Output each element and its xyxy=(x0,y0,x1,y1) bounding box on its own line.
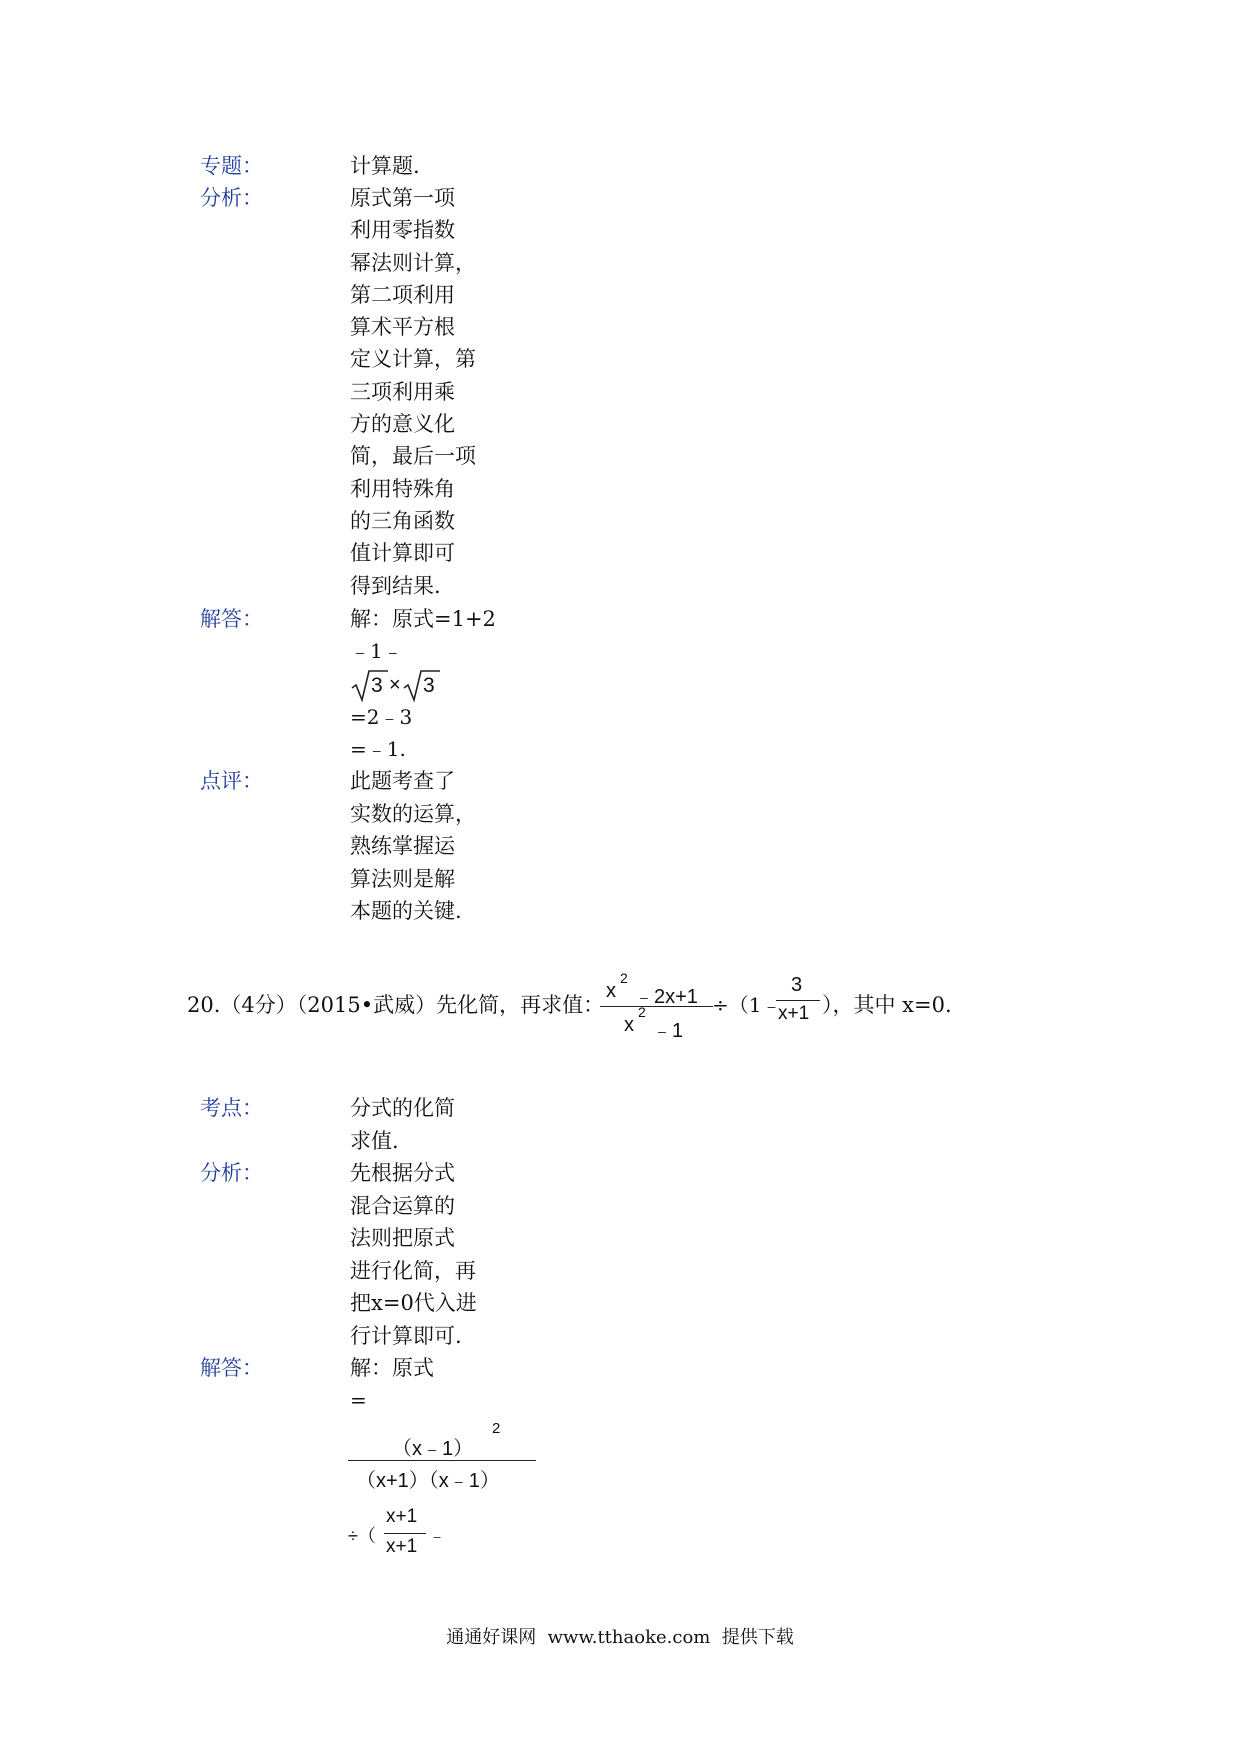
text-line: 行计算即可. xyxy=(350,1323,462,1348)
denominator: （x+1）（x﹣1） xyxy=(356,1470,500,1492)
denominator-exponent: 2 xyxy=(638,1004,646,1020)
comment-label: 点评： xyxy=(200,769,263,793)
text-line: 原式第一项 xyxy=(350,186,455,210)
numerator-rest: ﹣2x+1 xyxy=(634,986,698,1008)
answer-row xyxy=(0,603,1240,635)
analysis-row xyxy=(0,182,1240,214)
question-20-suffix: ），其中 x=0. xyxy=(822,993,952,1017)
text-line: 实数的运算， xyxy=(350,801,476,826)
numerator-x: x xyxy=(606,980,616,1002)
numerator-exponent: 2 xyxy=(620,970,628,986)
text-line: 得到结果. xyxy=(350,573,441,598)
text-line: 定义计算，第 xyxy=(350,347,476,372)
answer-label: 解答： xyxy=(200,1356,263,1380)
small-numerator: x+1 xyxy=(386,1506,418,1527)
small-denominator: x+1 xyxy=(386,1536,418,1557)
division-open: ÷（1﹣ xyxy=(712,993,782,1017)
point-label: 考点： xyxy=(200,1096,263,1120)
fraction-bar xyxy=(384,1533,426,1534)
text-line: 三项利用乘 xyxy=(350,379,455,404)
answer-row xyxy=(0,1352,1240,1384)
answer-division xyxy=(348,1506,468,1568)
times-sign: × xyxy=(389,674,401,696)
analysis-text xyxy=(350,1157,477,1352)
sqrt-product xyxy=(350,668,450,704)
text-line: 值计算即可 xyxy=(350,541,455,566)
fraction-bar xyxy=(776,1000,820,1001)
answer-label: 解答： xyxy=(200,607,263,631)
text-line: 混合运算的 xyxy=(350,1193,455,1218)
analysis-label: 分析： xyxy=(200,1161,263,1185)
text-line: 算术平方根 xyxy=(350,315,455,340)
radicand: 3 xyxy=(423,674,435,697)
radicand: 3 xyxy=(371,674,383,697)
text-line: 的三角函数 xyxy=(350,508,455,533)
text-line: 第二项利用 xyxy=(350,282,455,307)
text-line: 先根据分式 xyxy=(350,1161,455,1185)
text-line: 求值. xyxy=(350,1128,399,1153)
numerator: 3 xyxy=(791,974,803,996)
denominator: x+1 xyxy=(778,1003,810,1024)
text-line: 进行化简，再 xyxy=(350,1258,476,1283)
text-line: 利用零指数 xyxy=(350,218,455,243)
division-open: ÷（ xyxy=(348,1526,376,1546)
analysis-label: 分析： xyxy=(200,186,263,210)
text-line: 算法则是解 xyxy=(350,866,455,891)
text-line: 简，最后一项 xyxy=(350,444,476,469)
point-row xyxy=(0,1092,1240,1124)
fraction-bar xyxy=(600,1006,713,1007)
text-line: 本题的关键. xyxy=(350,899,462,923)
numerator-exponent: 2 xyxy=(492,1420,501,1437)
question-20-prefix: 20.（4分）（2015•武威）先化简，再求值： xyxy=(187,993,605,1017)
point-text xyxy=(350,1092,455,1157)
topic-row xyxy=(0,150,1240,182)
answer-fraction xyxy=(348,1420,548,1492)
analysis-row xyxy=(0,1157,1240,1189)
analysis-text xyxy=(350,182,476,602)
minus-sign: ﹣ xyxy=(428,1526,446,1546)
question-fraction-1 xyxy=(600,968,715,1048)
text-line: 熟练掌握运 xyxy=(350,834,455,858)
text-line: 幂法则计算， xyxy=(350,250,476,275)
answer-line: =2﹣3 xyxy=(350,705,413,729)
denominator-rest: ﹣1 xyxy=(652,1020,684,1042)
answer-line: = xyxy=(350,1388,367,1412)
text-line: 法则把原式 xyxy=(350,1226,455,1250)
comment-row xyxy=(0,765,1240,797)
topic-label: 专题： xyxy=(200,154,263,178)
text-line: 分式的化简 xyxy=(350,1096,455,1120)
topic-text: 计算题. xyxy=(350,154,420,178)
answer-line: ﹣1﹣ xyxy=(350,639,403,663)
fraction-bar xyxy=(348,1460,536,1461)
denominator-x: x xyxy=(624,1014,634,1036)
text-line: 利用特殊角 xyxy=(350,476,455,501)
page-footer: 通通好课网 www.tthaoke.com 提供下载 xyxy=(446,1627,794,1648)
answer-line: 解：原式=1+2 xyxy=(350,607,496,631)
answer-line: =﹣1. xyxy=(350,737,406,761)
question-fraction-2 xyxy=(776,974,822,1034)
text-line: 此题考查了 xyxy=(350,769,455,793)
text-line: 把x=0代入进 xyxy=(350,1291,477,1315)
answer-line: 解：原式 xyxy=(350,1356,434,1380)
comment-text xyxy=(350,765,476,928)
text-line: 方的意义化 xyxy=(350,412,455,437)
numerator: （x﹣1） xyxy=(392,1438,474,1460)
